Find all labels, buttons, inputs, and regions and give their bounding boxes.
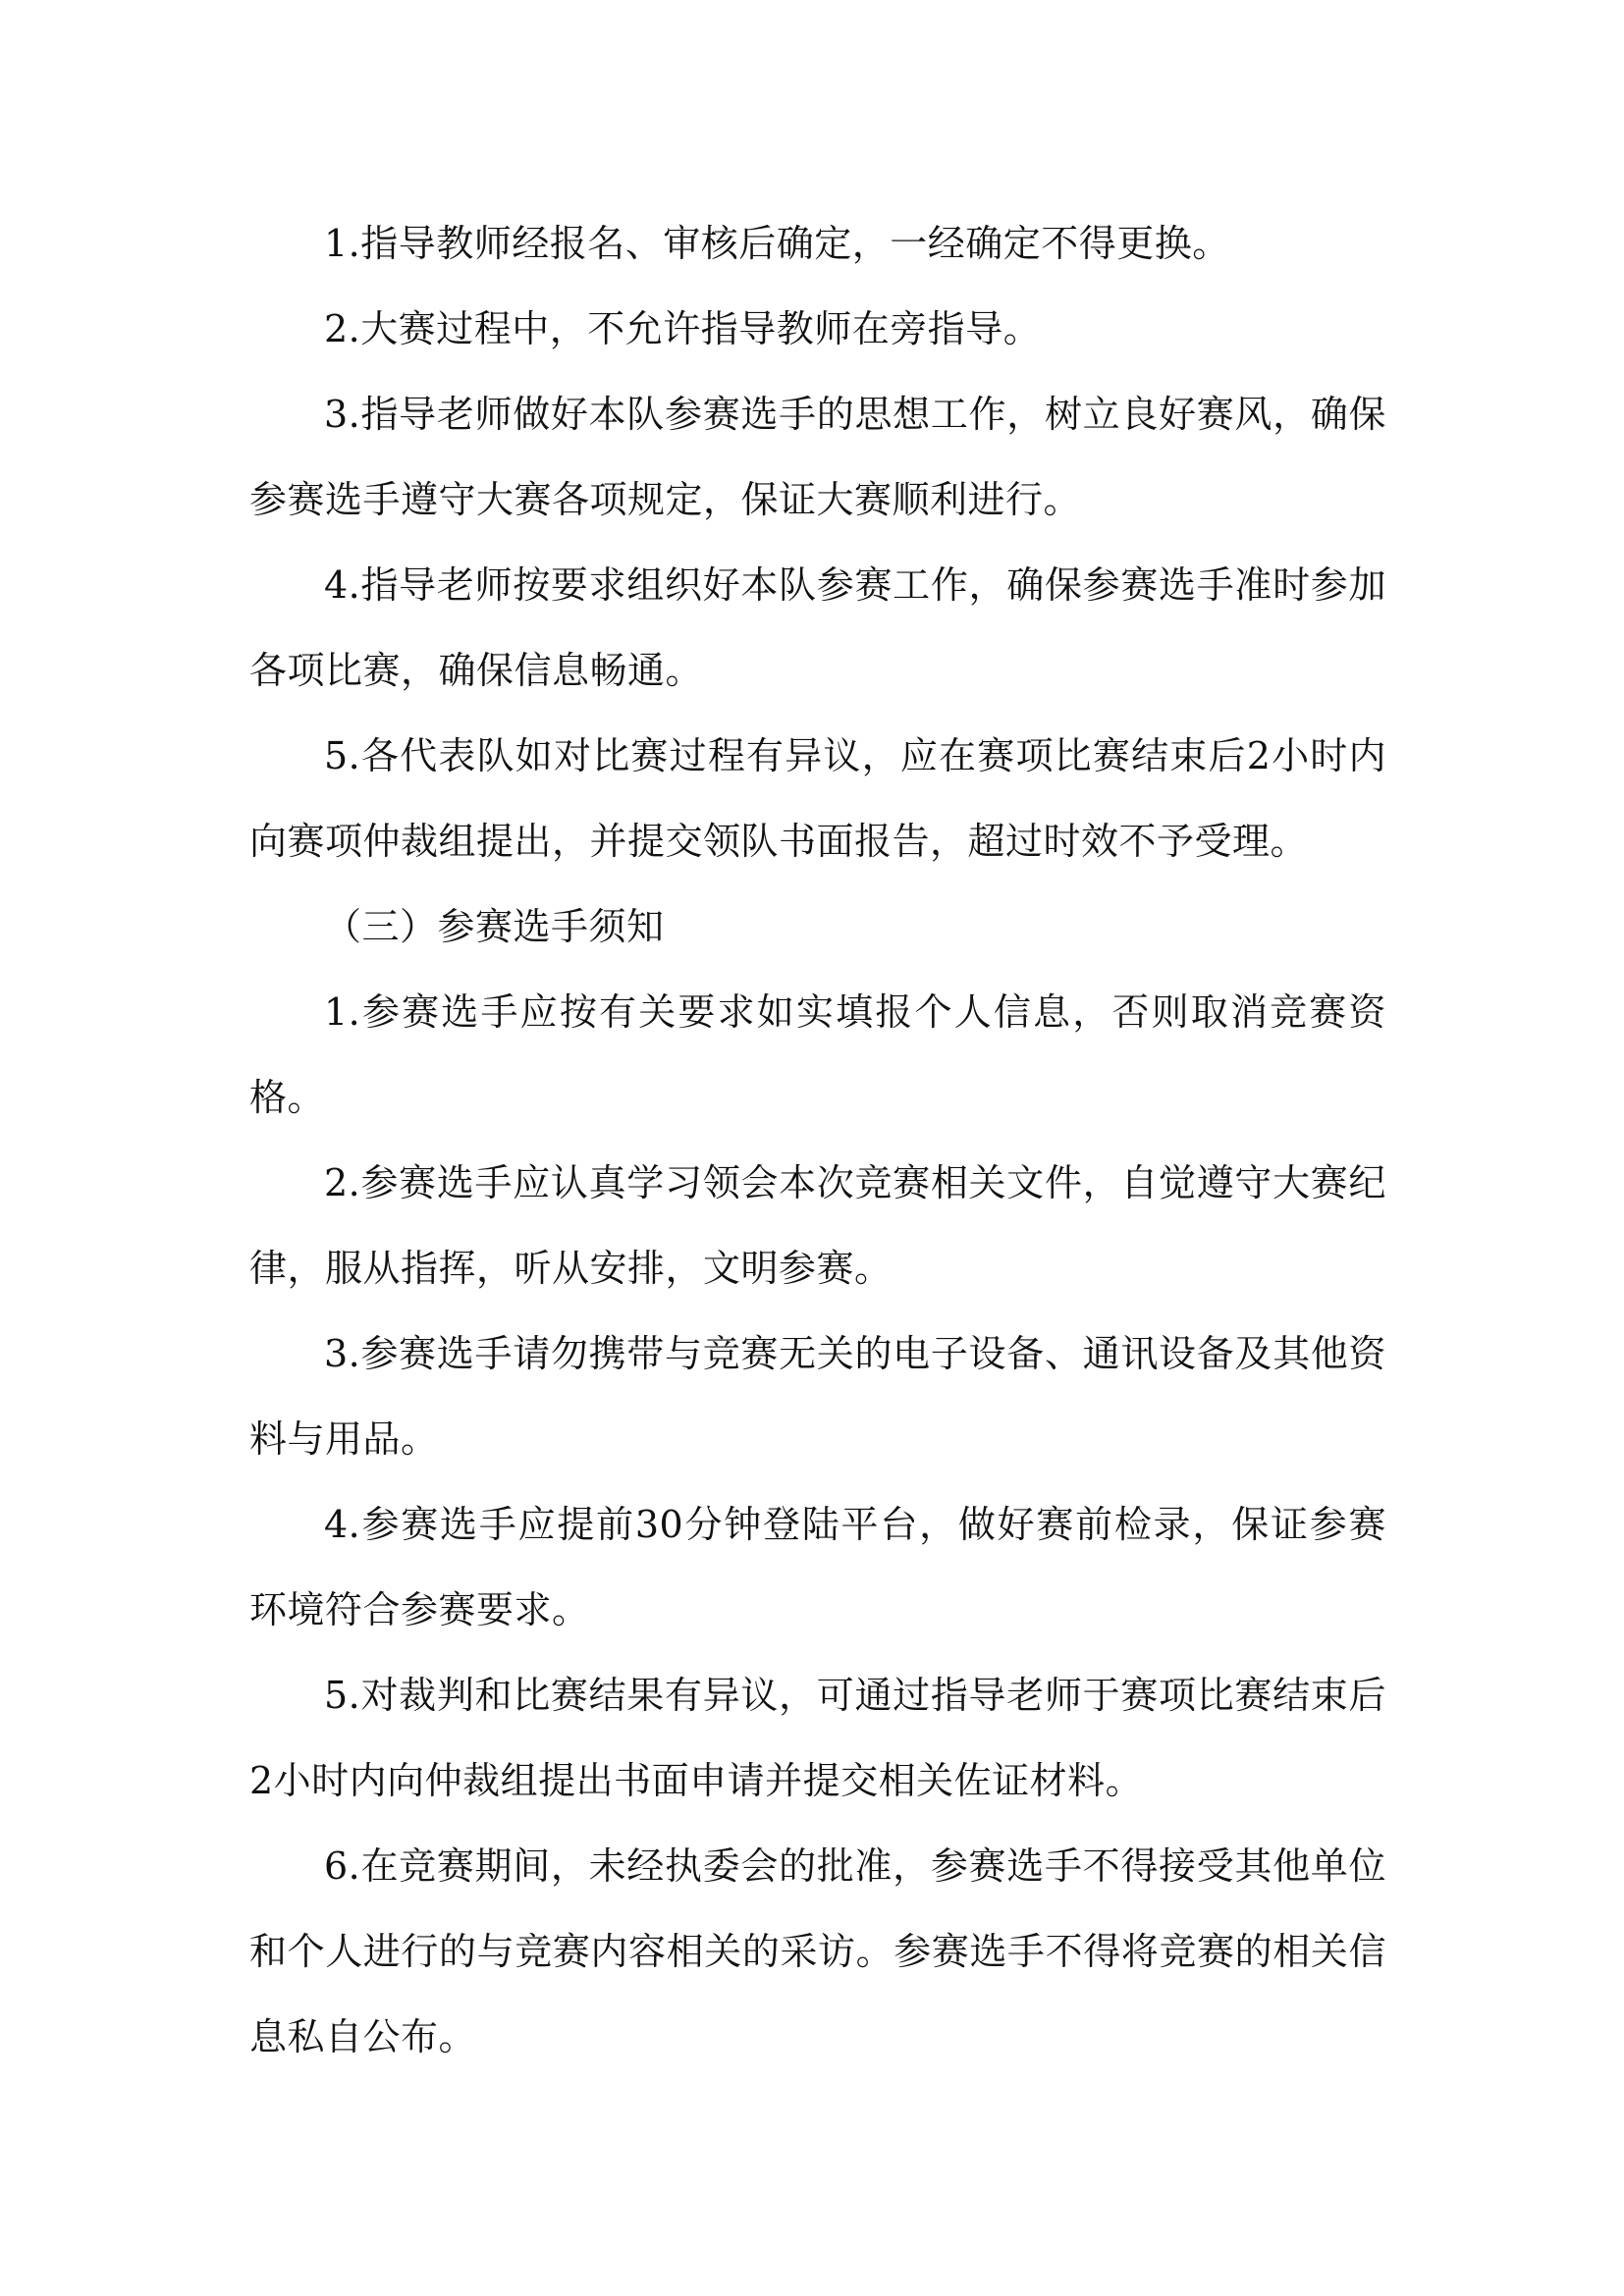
paragraph-guide-teacher-5: 5.各代表队如对比赛过程有异议，应在赛项比赛结束后2小时内向赛项仲裁组提出，并提交领队书面报告，超过时效不予受理。 [249,734,1386,863]
paragraph-contestant-1: 1.参赛选手应按有关要求如实填报个人信息，否则取消竞赛资格。 [249,990,1386,1119]
paragraph-guide-teacher-1: 1.指导教师经报名、审核后确定，一经确定不得更换。 [324,222,1230,265]
paragraph-contestant-2: 2.参赛选手应认真学习领会本次竞赛相关文件，自觉遵守大赛纪律，服从指挥，听从安排，文明参赛。 [249,1161,1386,1290]
section-heading-contestant-notice: （三）参赛选手须知 [324,905,665,948]
paragraph-guide-teacher-2: 2.大赛过程中，不允许指导教师在旁指导。 [324,307,1042,350]
paragraph-guide-teacher-4: 4.指导老师按要求组织好本队参赛工作，确保参赛选手准时参加各项比赛，确保信息畅通。 [249,563,1386,692]
paragraph-contestant-3: 3.参赛选手请勿携带与竞赛无关的电子设备、通讯设备及其他资料与用品。 [249,1332,1386,1461]
paragraph-contestant-5: 5.对裁判和比赛结果有异议，可通过指导老师于赛项比赛结束后2小时内向仲裁组提出书面申请并提交相关佐证材料。 [249,1674,1386,1802]
document-body [249,201,1386,2080]
paragraph-contestant-6: 6.在竞赛期间，未经执委会的批准，参赛选手不得接受其他单位和个人进行的与竞赛内容相关的采访。参赛选手不得将竞赛的相关信息私自公布。 [249,1844,1386,2058]
paragraph-contestant-4: 4.参赛选手应提前30分钟登陆平台，做好赛前检录，保证参赛环境符合参赛要求。 [249,1503,1386,1631]
paragraph-guide-teacher-3: 3.指导老师做好本队参赛选手的思想工作，树立良好赛风，确保参赛选手遵守大赛各项规定，保证大赛顺利进行。 [249,393,1386,521]
